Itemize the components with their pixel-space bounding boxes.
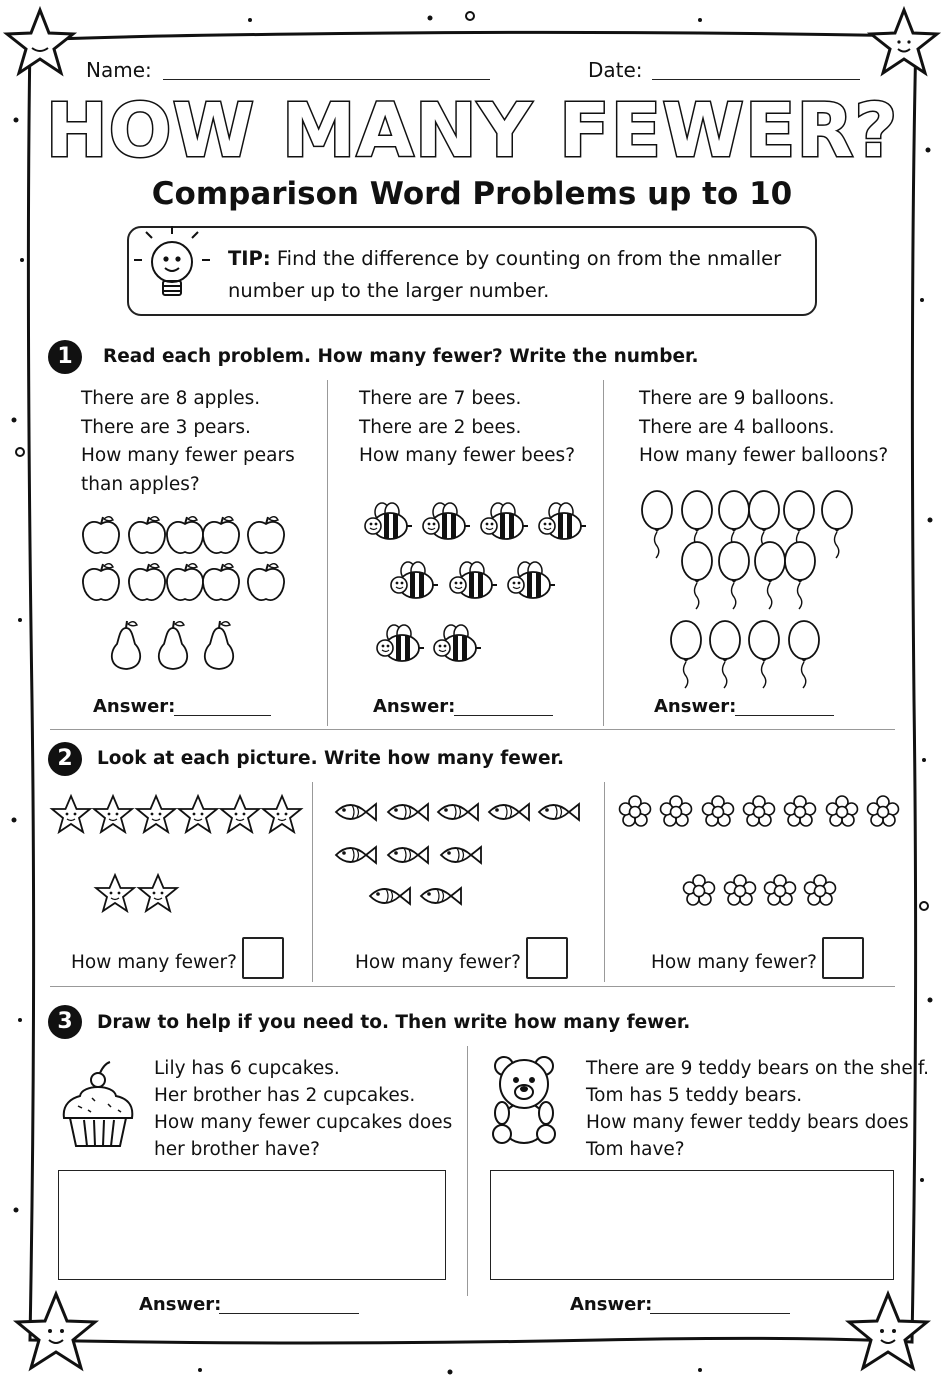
page-subtitle: Comparison Word Problems up to 10 [151, 176, 793, 212]
problem-line: How many fewer cupcakes does [154, 1112, 453, 1133]
tip-body: Find the difference by counting on from the nmaller number up to the larger number. [228, 247, 782, 302]
answer-label: Answer: [570, 1294, 653, 1315]
problem-line: How many fewer bees? [359, 445, 576, 466]
drawing-box[interactable] [58, 1170, 446, 1280]
problem-line: There are 9 balloons. [639, 388, 835, 409]
problem-line: There are 2 bees. [359, 416, 522, 438]
drawing-box[interactable] [490, 1170, 894, 1280]
how-many-fewer-label: How many fewer? [651, 952, 817, 973]
section-3-badge: 3 [48, 1005, 82, 1039]
problem-line: How many fewer pears [81, 445, 295, 466]
section-2-instruction: Look at each picture. Write how many fewer. [97, 748, 564, 769]
problem-line: There are 8 apples. [81, 388, 261, 409]
problem-line: Tom have? [586, 1139, 685, 1160]
problem-line: How many fewer teddy bears does [586, 1112, 909, 1133]
cupcake-icon [64, 1062, 133, 1146]
page-title: HOW MANY FEWER? [45, 88, 899, 174]
name-label: Name: [86, 58, 152, 82]
answer-label: Answer: [93, 696, 176, 717]
teddy-bear-icon [493, 1057, 555, 1143]
problem-line: There are 7 bees. [359, 388, 522, 409]
problem-line: than apples? [81, 473, 200, 495]
answer-label: Answer: [139, 1294, 222, 1315]
problem-line: How many fewer balloons? [639, 445, 889, 466]
problem-line: Lily has 6 cupcakes. [154, 1058, 340, 1079]
tip-label: TIP: [228, 247, 271, 270]
answer-label: Answer: [373, 696, 456, 717]
section-1-badge: 1 [48, 340, 82, 374]
answer-field[interactable] [650, 1313, 790, 1314]
date-label: Date: [588, 58, 643, 82]
problem-3a-text [154, 1055, 452, 1163]
problem-line: Tom has 5 teddy bears. [586, 1085, 803, 1106]
problem-line: There are 3 pears. [81, 416, 251, 438]
problem-3b-text [586, 1055, 929, 1163]
how-many-fewer-label: How many fewer? [71, 952, 237, 973]
section-2-badge: 2 [48, 742, 82, 776]
answer-field[interactable] [219, 1313, 359, 1314]
section-1-instruction: Read each problem. How many fewer? Write the number. [103, 346, 699, 367]
answer-label: Answer: [654, 696, 737, 717]
problem-line: There are 9 teddy bears on the shelf. [586, 1058, 929, 1079]
problem-line: her brother have? [154, 1139, 320, 1160]
how-many-fewer-label: How many fewer? [355, 952, 521, 973]
problem-line: Her brother has 2 cupcakes. [154, 1085, 416, 1106]
section-3-instruction: Draw to help if you need to. Then write how many fewer. [97, 1012, 691, 1033]
problem-line: There are 4 balloons. [639, 416, 835, 438]
